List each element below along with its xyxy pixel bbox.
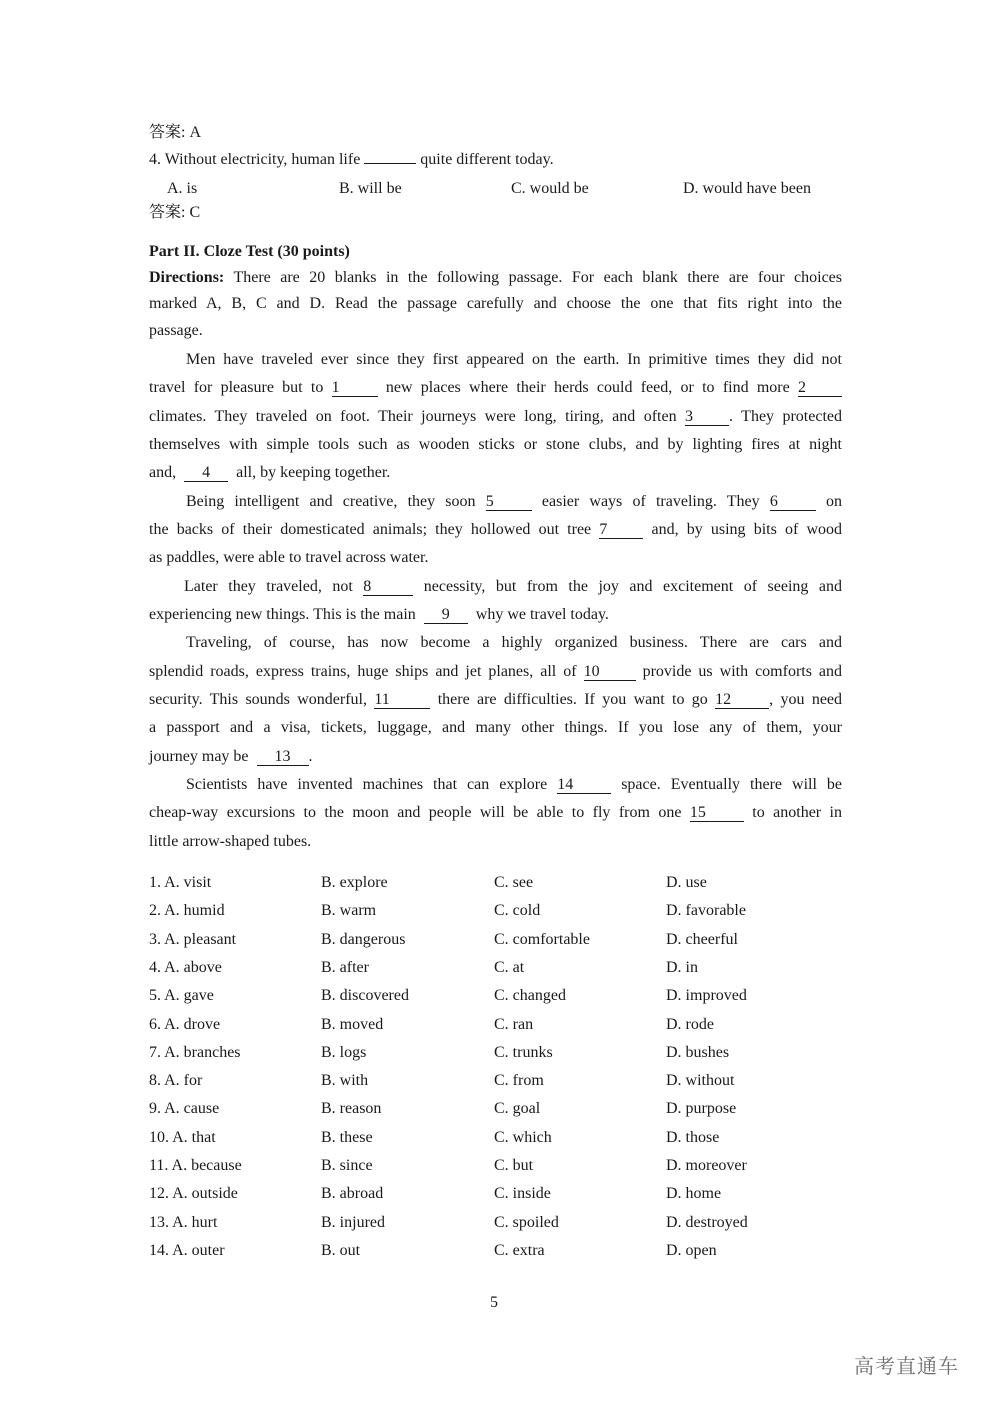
watermark-logo: 高考直通车 [854,1354,959,1378]
p1-text: . They protected [729,408,843,425]
p4-line-2 [149,661,842,683]
p1-line-4: themselves with simple tools such as wooden sticks or stone clubs, and by lighting fires at night [149,436,842,453]
q3-answer: 答案: A [149,124,202,141]
p3-text: experiencing new things. This is the main [149,606,416,623]
p1-line-1: Men have traveled ever since they first appeared on the earth. In primitive times they did not [186,351,842,368]
p1-text: all, by keeping together. [236,464,391,481]
option-d: D. destroyed [666,1214,748,1231]
option-a: 1. A. visit [149,874,212,891]
option-c: C. extra [494,1242,545,1259]
option-row [0,900,992,922]
page-number: 5 [490,1294,498,1311]
option-c: C. trunks [494,1044,553,1061]
option-c: C. see [494,874,534,891]
option-b: B. warm [321,902,377,919]
p2-text: on [826,493,842,510]
p1-text: travel for pleasure but to [149,379,324,396]
option-c: C. inside [494,1185,551,1202]
option-c: C. comfortable [494,931,590,948]
option-d: D. without [666,1072,735,1089]
option-b: B. abroad [321,1185,384,1202]
option-d: D. rode [666,1016,714,1033]
option-row [0,1070,992,1092]
p2-line-3: as paddles, were able to travel across water. [149,549,429,566]
option-row [0,1183,992,1205]
option-d: D. bushes [666,1044,730,1061]
blank-15: 15 [690,805,744,822]
option-d: D. use [666,874,707,891]
option-d: D. cheerful [666,931,738,948]
option-b: B. after [321,959,369,976]
p2-line-1 [186,491,842,513]
p4-line-5 [149,746,842,768]
q4-question [149,148,554,171]
option-row [0,1042,992,1064]
option-b: B. discovered [321,987,409,1004]
option-c: C. at [494,959,525,976]
q4-prefix: 4. Without electricity, human life [149,151,361,168]
p1-line-2 [149,377,842,399]
blank-12: 12 [715,692,769,709]
option-c: C. spoiled [494,1214,559,1231]
p3-line-1 [184,576,842,598]
option-c: C. cold [494,902,541,919]
option-b: B. these [321,1129,373,1146]
option-a: 2. A. humid [149,902,225,919]
q4-options [167,178,847,200]
blank-3: 3 [685,409,729,426]
option-row [0,1212,992,1234]
p4-line-4: a passport and a visa, tickets, luggage, and many other things. If you lose any of them, your [149,719,842,736]
p4-text: splendid roads, express trains, huge ships and jet planes, all of [149,663,577,680]
option-b: B. injured [321,1214,385,1231]
p2-text: Being intelligent and creative, they soon [186,493,476,510]
directions-label: Directions: [149,269,225,286]
option-b: B. out [321,1242,361,1259]
p5-text: Scientists have invented machines that can explore [186,776,548,793]
option-row [0,1240,992,1262]
option-d: D. favorable [666,902,746,919]
blank-13: 13 [257,749,309,766]
option-a: 12. A. outside [149,1185,238,1202]
p1-text: new places where their herds could feed, or to find more [385,379,790,396]
option-b: B. reason [321,1100,382,1117]
option-a: 10. A. that [149,1129,216,1146]
q4-option-c: C. would be [511,180,589,197]
q4-suffix: quite different today. [420,151,554,168]
option-d: D. home [666,1185,722,1202]
p4-text: journey may be [149,748,249,765]
p3-line-2 [149,604,842,626]
option-d: D. purpose [666,1100,737,1117]
p5-line-1 [186,774,842,796]
p4-line-3 [149,689,842,711]
directions-line-3: passage. [149,322,203,339]
option-a: 9. A. cause [149,1100,220,1117]
option-a: 4. A. above [149,959,222,976]
option-row [0,1155,992,1177]
blank-1: 1 [332,380,378,397]
p5-text: cheap-way excursions to the moon and people will be able to fly from one [149,804,682,821]
option-d: D. in [666,959,698,976]
option-a: 3. A. pleasant [149,931,237,948]
option-a: 6. A. drove [149,1016,221,1033]
p3-text: why we travel today. [475,606,609,623]
option-row [0,872,992,894]
blank-7: 7 [599,522,643,539]
p5-text: to another in [752,804,843,821]
option-c: C. from [494,1072,544,1089]
p4-text: . [308,748,313,765]
q4-option-a: A. is [167,180,198,197]
option-a: 5. A. gave [149,987,214,1004]
blank-9: 9 [424,607,468,624]
blank-2: 2 [798,380,842,397]
blank-4: 4 [184,465,228,482]
q4-option-b: B. will be [339,180,402,197]
option-d: D. improved [666,987,747,1004]
p1-text: and, [149,464,177,481]
option-b: B. moved [321,1016,384,1033]
option-row [0,1127,992,1149]
option-c: C. goal [494,1100,541,1117]
q4-answer: 答案: C [149,204,201,221]
option-c: C. ran [494,1016,534,1033]
p1-line-5 [149,462,842,484]
p4-text: security. This sounds wonderful, [149,691,367,708]
p2-text: and, by using bits of wood [651,521,843,538]
option-row [0,957,992,979]
part2-title: Part II. Cloze Test (30 points) [149,243,350,260]
option-c: C. changed [494,987,566,1004]
p4-text: there are difficulties. If you want to go [437,691,708,708]
p2-line-2 [149,519,842,541]
option-c: C. but [494,1157,534,1174]
p1-text: climates. They traveled on foot. Their journeys were long, tiring, and often [149,408,677,425]
option-a: 11. A. because [149,1157,242,1174]
blank-8: 8 [363,579,413,596]
option-row [0,985,992,1007]
option-b: B. with [321,1072,369,1089]
p4-text: provide us with comforts and [642,663,843,680]
option-d: D. moreover [666,1157,747,1174]
p2-text: easier ways of traveling. They [541,493,760,510]
option-b: B. dangerous [321,931,406,948]
p5-line-3: little arrow-shaped tubes. [149,833,312,850]
option-b: B. logs [321,1044,367,1061]
blank-5: 5 [486,494,532,511]
directions-line-2: marked A, B, C and D. Read the passage carefully and choose the one that fits right into the [149,295,842,312]
option-d: D. open [666,1242,717,1259]
option-a: 13. A. hurt [149,1214,218,1231]
option-b: B. since [321,1157,373,1174]
p3-text: necessity, but from the joy and excitement of seeing and [423,578,842,595]
p4-text: , you need [769,691,843,708]
blank-10: 10 [584,664,636,681]
option-d: D. those [666,1129,720,1146]
option-a: 14. A. outer [149,1242,225,1259]
q4-option-d: D. would have been [683,180,811,197]
p5-text: space. Eventually there will be [621,776,842,793]
p1-line-3 [149,406,842,428]
blank-14: 14 [557,777,611,794]
option-b: B. explore [321,874,388,891]
q4-blank [364,148,416,164]
directions-text-1: There are 20 blanks in the following passage. For each blank there are four choices [233,269,843,286]
option-a: 8. A. for [149,1072,203,1089]
directions-line-1 [149,267,842,289]
option-row [0,1098,992,1120]
p4-line-1: Traveling, of course, has now become a highly organized business. There are cars and [186,634,842,651]
option-row [0,1014,992,1036]
option-c: C. which [494,1129,552,1146]
blank-11: 11 [374,692,430,709]
blank-6: 6 [770,494,816,511]
p5-line-2 [149,802,842,824]
option-row [0,929,992,951]
p3-text: Later they traveled, not [184,578,353,595]
p2-text: the backs of their domesticated animals; they hollowed out tree [149,521,592,538]
option-a: 7. A. branches [149,1044,241,1061]
